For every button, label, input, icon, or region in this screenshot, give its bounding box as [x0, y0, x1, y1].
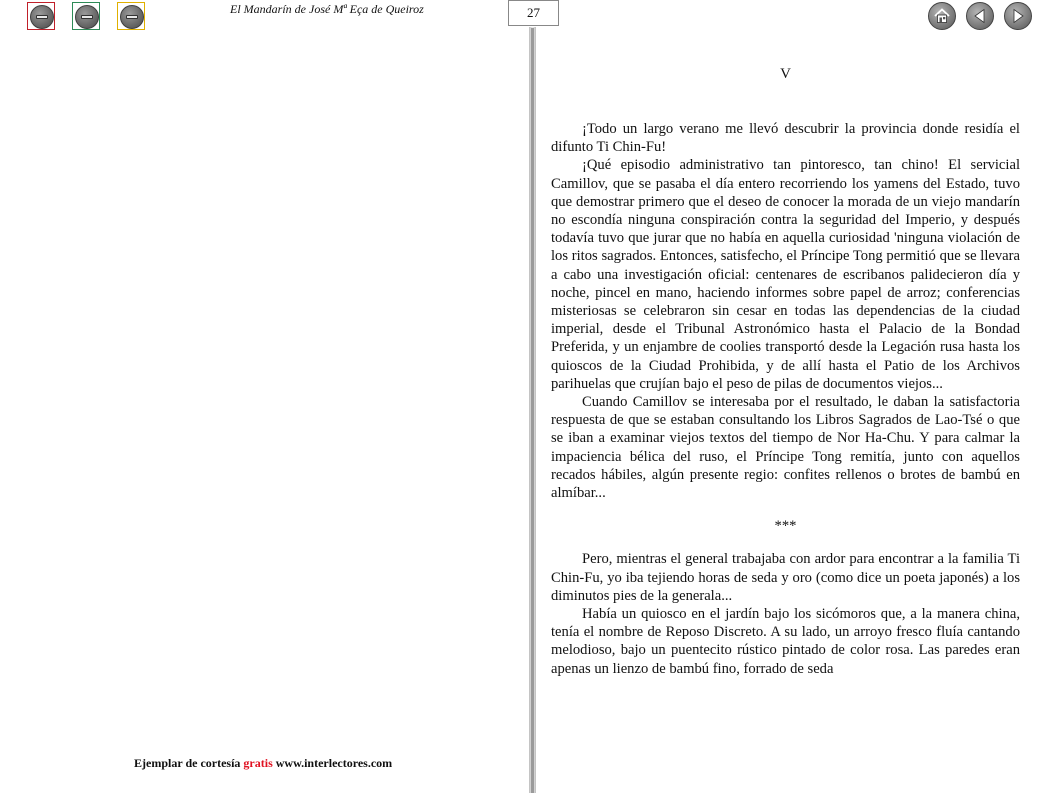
minus-icon	[75, 5, 99, 29]
footer-gratis: gratis	[243, 756, 273, 770]
minus-button-green[interactable]	[72, 2, 100, 30]
minus-button-red[interactable]	[27, 2, 55, 30]
chapter-heading: V	[780, 66, 791, 82]
minus-icon	[120, 5, 144, 29]
paragraph: Cuando Camillov se interesaba por el resultado, le daban la satisfactoria respuesta de que se estaban consultando los Libros Sagrados de Lao-Tsé o que se iban a examinar viejos textos del tiempo de Nor Ha-Chu. Y para calmar la impaciencia bélica del ruso, el Príncipe Tong remitía, junto con aquellos recados hábiles, algún presente regio: confites rellenos o brotes de bambú en almíbar...	[551, 394, 1020, 502]
previous-page-button[interactable]	[966, 2, 994, 30]
next-page-button[interactable]	[1004, 2, 1032, 30]
courtesy-footer	[134, 756, 392, 771]
minus-button-yellow[interactable]	[117, 2, 145, 30]
paragraph: Pero, mientras el general trabajaba con ardor para encontrar a la familia Ti Chin-Fu, yo iba tejiendo horas de seda y oro (como dice un poeta japonés) a los diminutos pies de la generala...	[551, 551, 1020, 604]
paragraph: Había un quiosco en el jardín bajo los sicómoros que, a la manera china, tenía el nombre de Reposo Discreto. A su lado, un arroyo fresco fluía cantando melodioso, bajo un puentecito rústico pintado de color rosa. Las paredes eran apenas un lienzo de bambú fino, forrado de seda	[551, 606, 1020, 677]
book-spine-line	[531, 28, 534, 793]
page-number: 27	[508, 0, 559, 26]
paragraph: ¡Qué episodio administrativo tan pintoresco, tan chino! El servicial Camillov, que se pasaba el día entero recorriendo los yamens del Estado, tuvo que demostrar primero que el deseo de conocer la morada de un viejo mandarín no escondía ninguna conspiración contra la seguridad del Imperio, y después todavía tuvo que jurar que no había en aquella curiosidad 'ninguna violación de los ritos sagrados. Entonces, satisfecho, el Príncipe Tong permitió que se llevara a cabo una investigación oficial: centenares de escribanos palidecieron día y noche, pincel en mano, haciendo informes sobre papel de arroz; conferencias misteriosas se celebraron sin cesar en todas las dependencias de la ciudad imperial, desde el Tribunal Astronómico hasta el Palacio de la Bondad Preferida, y un enjambre de coolies transportó desde la Legación rusa hasta los quioscos de la Ciudad Prohibida, y de allí hasta el Patio de los Archivos parihuelas que crujían bajo el peso de pilas de documentos viejos...	[551, 157, 1020, 392]
arrow-right-icon	[1005, 3, 1031, 29]
home-button[interactable]	[928, 2, 956, 30]
home-icon	[929, 3, 955, 29]
book-title: El Mandarín de José Mª Eça de Queiroz	[230, 2, 424, 16]
footer-prefix: Ejemplar de cortesía	[134, 756, 241, 770]
footer-url[interactable]: www.interlectores.com	[275, 756, 393, 770]
chapter-body	[551, 120, 1020, 678]
minus-icon	[30, 5, 54, 29]
paragraph: ¡Todo un largo verano me llevó descubrir la provincia donde residía el difunto Ti Chin-Fu!	[551, 121, 1020, 156]
arrow-left-icon	[967, 3, 993, 29]
section-separator: ***	[774, 518, 797, 535]
